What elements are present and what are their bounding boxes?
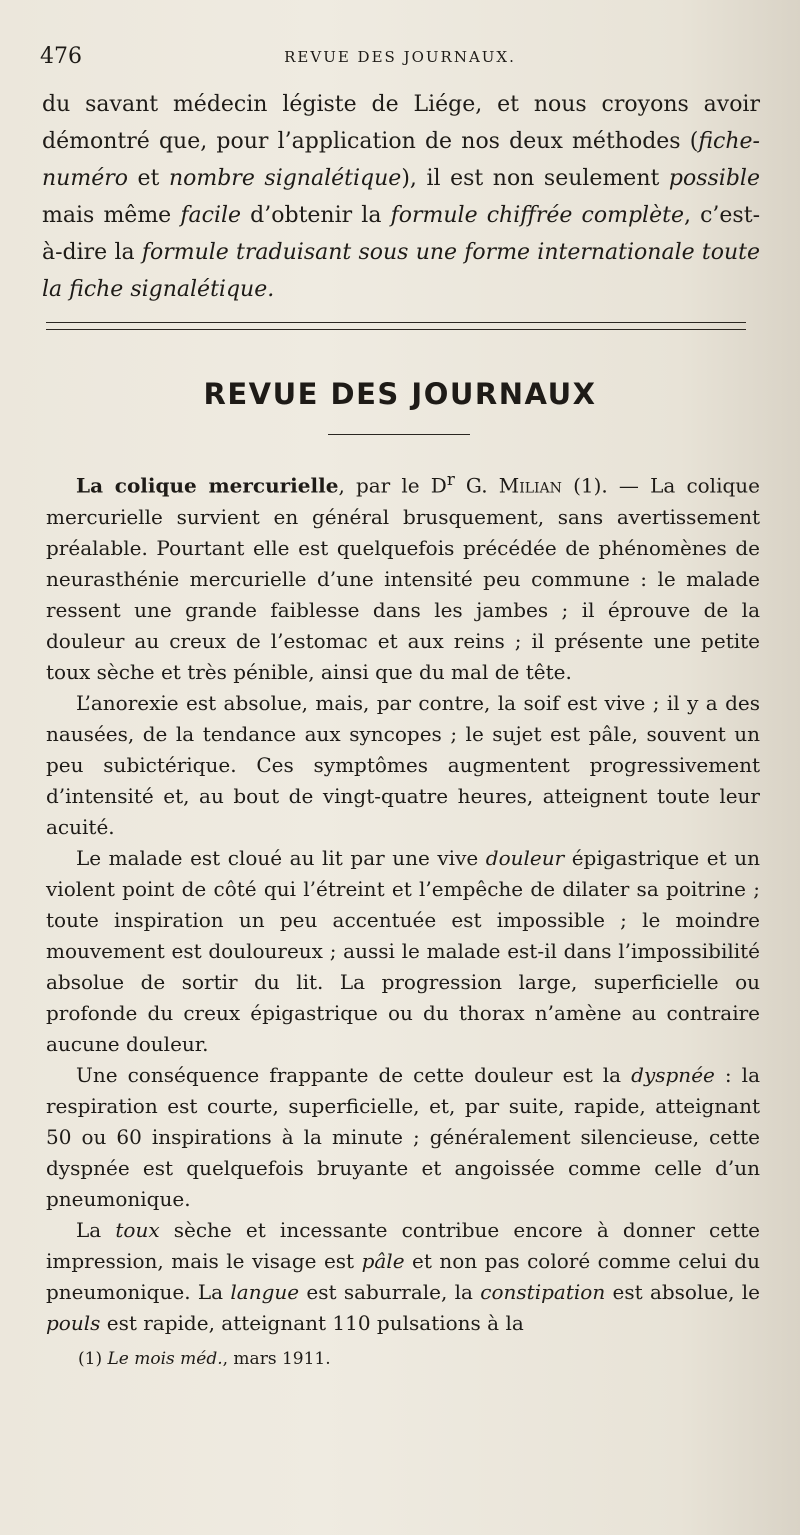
lead-text [42, 86, 760, 308]
text-run: : la respiration est courte, superficielle, et, par suite, rapide, atteignant 50 ou 60 inspirations à la minute ; généralement silencieuse, cette dyspnée est quelquefois bruyante et angoissée comme celle d’un pneumonique. [46, 1062, 761, 1211]
italic-run: langue [230, 1279, 300, 1304]
italic-run: dyspnée [631, 1062, 715, 1087]
italic-run: pouls [46, 1310, 101, 1335]
text-run: et non pas coloré comme celui du pneumonique. La [46, 1248, 760, 1304]
text-run: du savant médecin légiste de Liége, et nous croyons avoir démontré que, pour l’application de nos deux méthodes ( [42, 92, 760, 154]
paragraph-4 [46, 1060, 760, 1215]
text-run: Une conséquence frappante de cette douleur est la [76, 1062, 632, 1087]
paragraph-5 [46, 1215, 760, 1339]
italic-run: constipation [480, 1279, 606, 1304]
paragraph-2: L’anorexie est absolue, mais, par contre, la soif est vive ; il y a des nausées, de la tendance aux syncopes ; le sujet est pâle, souvent un peu subictérique. Ces symptômes augmentent progressivement d’intensité et, au bout de vingt-quatre heures, atteignent toute leur acuité. [46, 690, 760, 839]
italic-run: formule chiffrée complète [390, 203, 684, 228]
text-run: Le malade est cloué au lit par une vive [76, 845, 486, 870]
text-run: épigastrique et un violent point de côté qui l’étreint et l’empêche de dilater sa poitrine ; toute inspiration un peu accentuée est impossible ; le moindre mouvement est douloureux ; aussi le malade est-il dans l’impossibilité absolue de sortir du lit. La progression large, superficielle ou profonde du creux épigastrique ou du thorax n’amène au contraire aucune douleur. [46, 845, 760, 1056]
paragraph-text: La colique mercurielle survient en général brusquement, sans avertissement préalable. Pourtant elle est quelquefois précédée de phénomènes de neurasthénie mercurielle d’une intensité peu commune : le malade ressent une grande faiblesse dans les jambes ; il éprouve de la douleur au creux de l’estomac et aux reins ; il présente une petite toux sèche et très pénible, ainsi que du mal de tête. [46, 473, 760, 684]
short-divider-rule [328, 434, 470, 435]
article-body [46, 464, 760, 1339]
article-title: La colique mercurielle [76, 473, 339, 498]
text-run: est saburrale, la [299, 1279, 481, 1304]
italic-run: toux [115, 1217, 160, 1242]
text-run: est rapide, atteignant 110 pulsations à la [100, 1310, 524, 1335]
author-initial: G. [454, 473, 499, 498]
italic-run: facile [180, 203, 242, 228]
section-title: REVUE DES JOURNAUX [203, 377, 597, 411]
text-run: est absolue, le [605, 1279, 760, 1304]
lead-paragraph [42, 86, 760, 308]
running-title: REVUE DES JOURNAUX. [284, 48, 516, 66]
byline-text: , par le D [338, 473, 447, 498]
italic-run: possible [668, 166, 760, 191]
italic-run: nombre signalétique [168, 166, 402, 191]
text-run: et [127, 166, 169, 191]
italic-run: douleur [485, 845, 565, 870]
italic-run: formule traduisant sous une forme internationale toute la fiche signalétique. [42, 240, 760, 302]
page-header [40, 44, 760, 74]
text-run: d’obtenir la [241, 203, 391, 228]
footnote-reference: (1). — [561, 473, 651, 498]
paragraph-1 [46, 464, 760, 688]
italic-run: fiche-numéro [42, 129, 760, 191]
author-name: Milian [498, 473, 562, 498]
text-run: ), il est non seulement [401, 166, 669, 191]
italic-run: pâle [361, 1248, 405, 1273]
footnote-date: , mars 1911. [222, 1349, 331, 1369]
text-run: , c’est-à-dire la [42, 203, 760, 265]
text-run: mais même [42, 203, 181, 228]
paragraph-3 [46, 843, 760, 1060]
footnote-source: Le mois méd. [107, 1349, 223, 1369]
footnote [78, 1346, 738, 1372]
footnote-marker: (1) [78, 1349, 108, 1369]
text-run: sèche et incessante contribue encore à donner cette impression, mais le visage est [46, 1217, 761, 1273]
text-run: La [76, 1217, 116, 1242]
double-divider-rule [46, 322, 746, 330]
byline-superscript: r [446, 470, 455, 489]
page-number: 476 [40, 44, 82, 69]
